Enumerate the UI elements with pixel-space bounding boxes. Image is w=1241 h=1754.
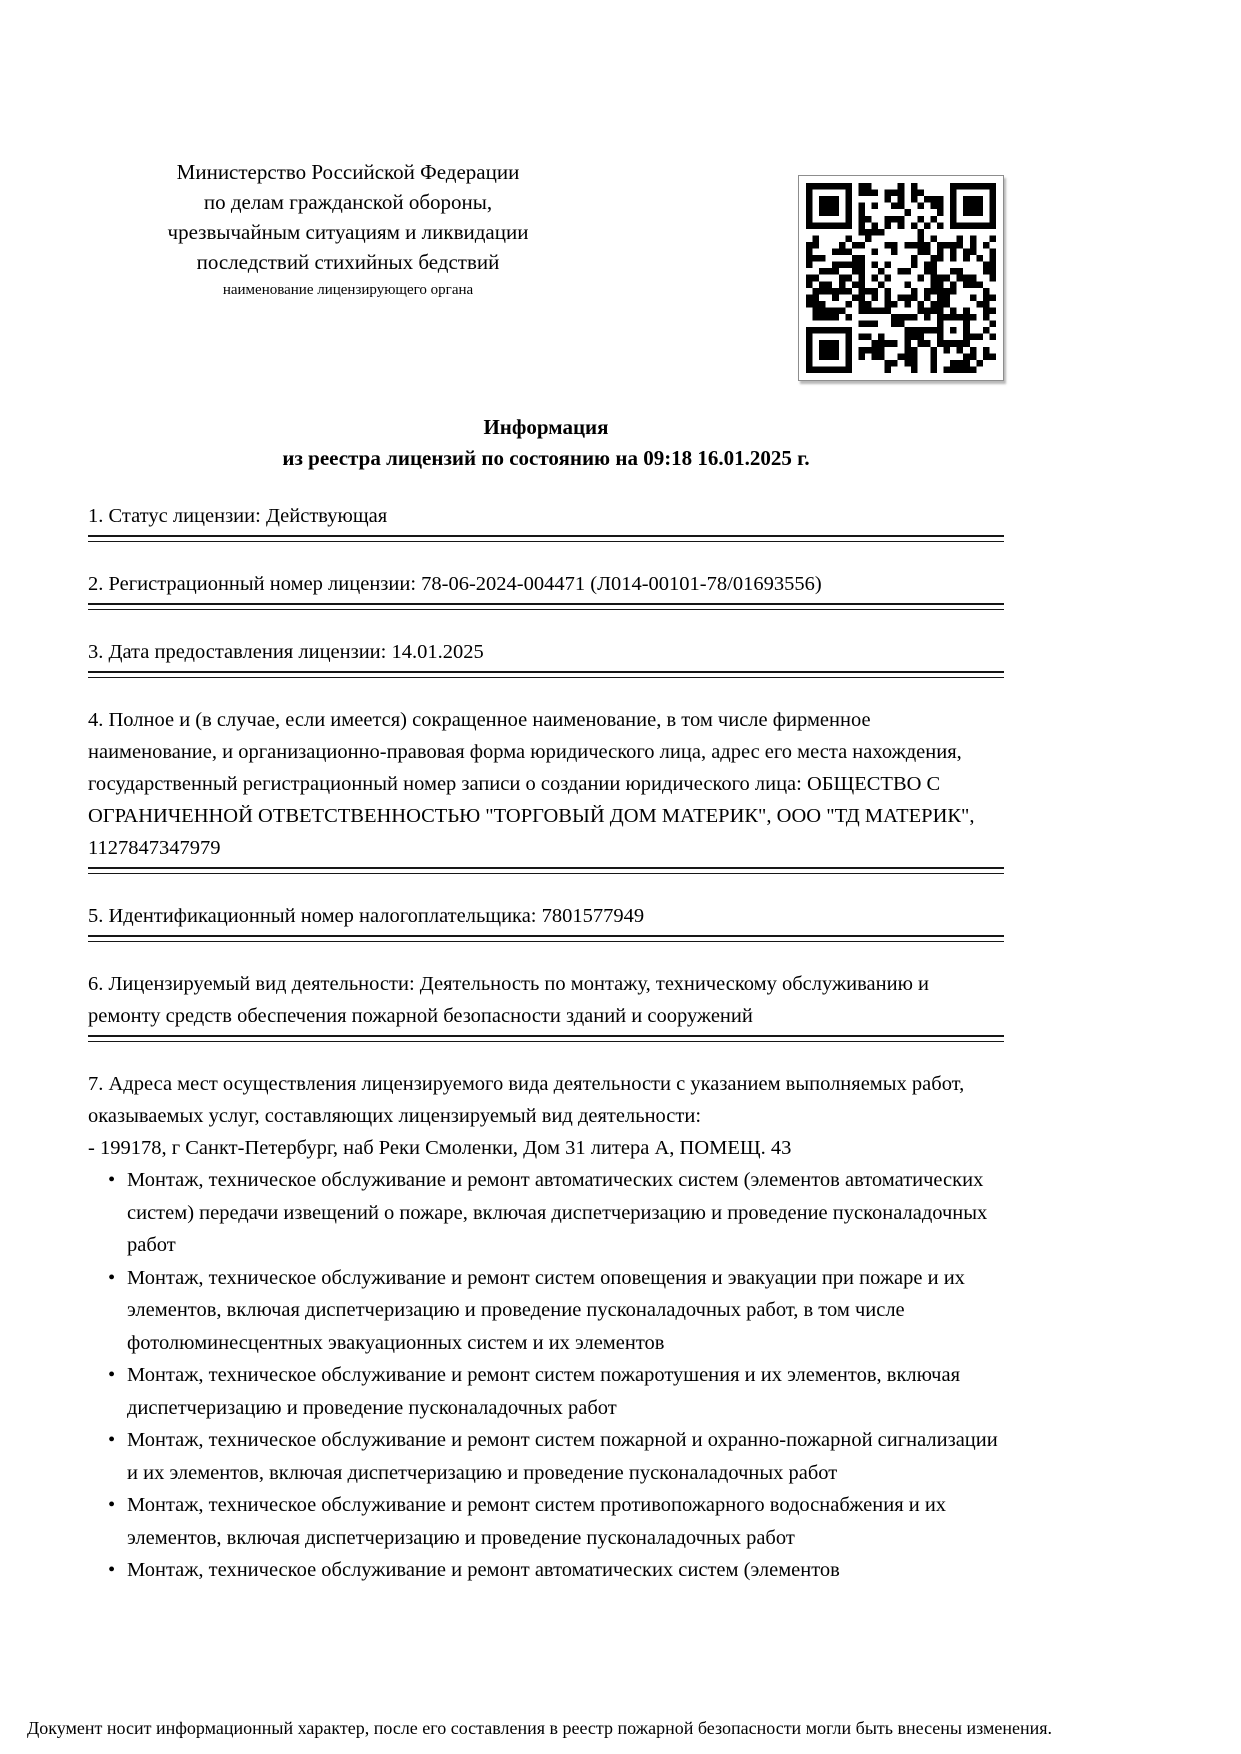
field-underline [88, 535, 1004, 542]
work-item: • Монтаж, техническое обслуживание и ремонт систем оповещения и эвакуации при пожаре и их элементов, включая диспетчеризацию и проведение пусконаладочных работ, в том числе фотолюминесцентных эвакуационных систем и их элементов [88, 1262, 1004, 1360]
work-item: • Монтаж, техническое обслуживание и ремонт автоматических систем (элементов автоматических систем) передачи извещений о пожаре, включая диспетчеризацию и проведение пусконаладочных работ [88, 1164, 1004, 1262]
work-item: • Монтаж, техническое обслуживание и ремонт систем пожаротушения и их элементов, включая диспетчеризацию и проведение пусконаладочных работ [88, 1359, 1004, 1424]
field-activity-addresses [88, 1068, 1004, 1587]
field-text: 6. Лицензируемый вид деятельности: Деятельность по монтажу, техническому обслуживанию и ремонту средств обеспечения пожарной безопасности зданий и сооружений [88, 973, 929, 1027]
work-item: • Монтаж, техническое обслуживание и ремонт автоматических систем (элементов [88, 1554, 1004, 1587]
informational-disclaimer: Документ носит информационный характер, после его составления в реестр пожарной безопасности могли быть внесены изменения. [27, 1718, 1053, 1738]
ministry-name-line: по делам гражданской обороны, [203, 190, 493, 214]
work-items-list [88, 1164, 1004, 1587]
ministry-name-line: Министерство Российской Федерации [176, 160, 520, 184]
field-taxpayer-id [88, 900, 1004, 942]
field-license-status [88, 500, 1004, 542]
ministry-caption: наименование лицензирующего органа [222, 282, 474, 298]
activity-address: - 199178, г Санкт-Петербург, наб Реки Смоленки, Дом 31 литера А, ПОМЕЩ. 43 [88, 1137, 792, 1159]
field-text: 1. Статус лицензии: Действующая [88, 505, 388, 527]
field-underline [88, 935, 1004, 942]
field-underline [88, 867, 1004, 874]
field-registration-number [88, 568, 1004, 610]
document-body [88, 412, 1004, 1587]
work-item: • Монтаж, техническое обслуживание и ремонт систем пожарной и охранно-пожарной сигнализации и их элементов, включая диспетчеризацию и проведение пусконаладочных работ [88, 1424, 1004, 1489]
ministry-name-line: последствий стихийных бедствий [196, 250, 500, 274]
field-licensed-activity [88, 968, 1004, 1042]
document-title-line2: из реестра лицензий по состоянию на 09:18 16.01.2025 г. [282, 446, 810, 470]
document-title-line1: Информация [483, 415, 609, 439]
field-text: 4. Полное и (в случае, если имеется) сокращенное наименование, в том числе фирменное наименование, и организационно-правовая форма юридического лица, адрес его места нахождения, государственный регистрационный номер записи о создании юридического лица: ОБЩЕСТВО С ОГРАНИЧЕННОЙ ОТВЕТСТВЕННОСТЬЮ "ТОРГОВЫЙ ДОМ МАТЕРИК", ООО "ТД МАТЕРИК", 1127847347979 [88, 709, 975, 859]
field-text: 7. Адреса мест осуществления лицензируемого вида деятельности с указанием выполняемых работ, оказываемых услуг, составляющих лицензируемый вид деятельности: [88, 1073, 965, 1127]
field-underline [88, 671, 1004, 678]
work-item: • Монтаж, техническое обслуживание и ремонт систем противопожарного водоснабжения и их элементов, включая диспетчеризацию и проведение пусконаладочных работ [88, 1489, 1004, 1554]
field-text: 2. Регистрационный номер лицензии: 78-06-2024-004471 (Л014-00101-78/01693556) [88, 573, 822, 595]
field-text: 5. Идентификационный номер налогоплательщика: 7801577949 [88, 905, 645, 927]
qr-code-icon [798, 175, 1004, 381]
licensing-authority-block [88, 157, 608, 300]
field-grant-date [88, 636, 1004, 678]
field-underline [88, 1035, 1004, 1042]
field-legal-entity-name [88, 704, 1004, 874]
field-text: 3. Дата предоставления лицензии: 14.01.2025 [88, 641, 484, 663]
ministry-name-line: чрезвычайным ситуациям и ликвидации [167, 220, 529, 244]
field-underline [88, 603, 1004, 610]
document-title [88, 412, 1004, 474]
